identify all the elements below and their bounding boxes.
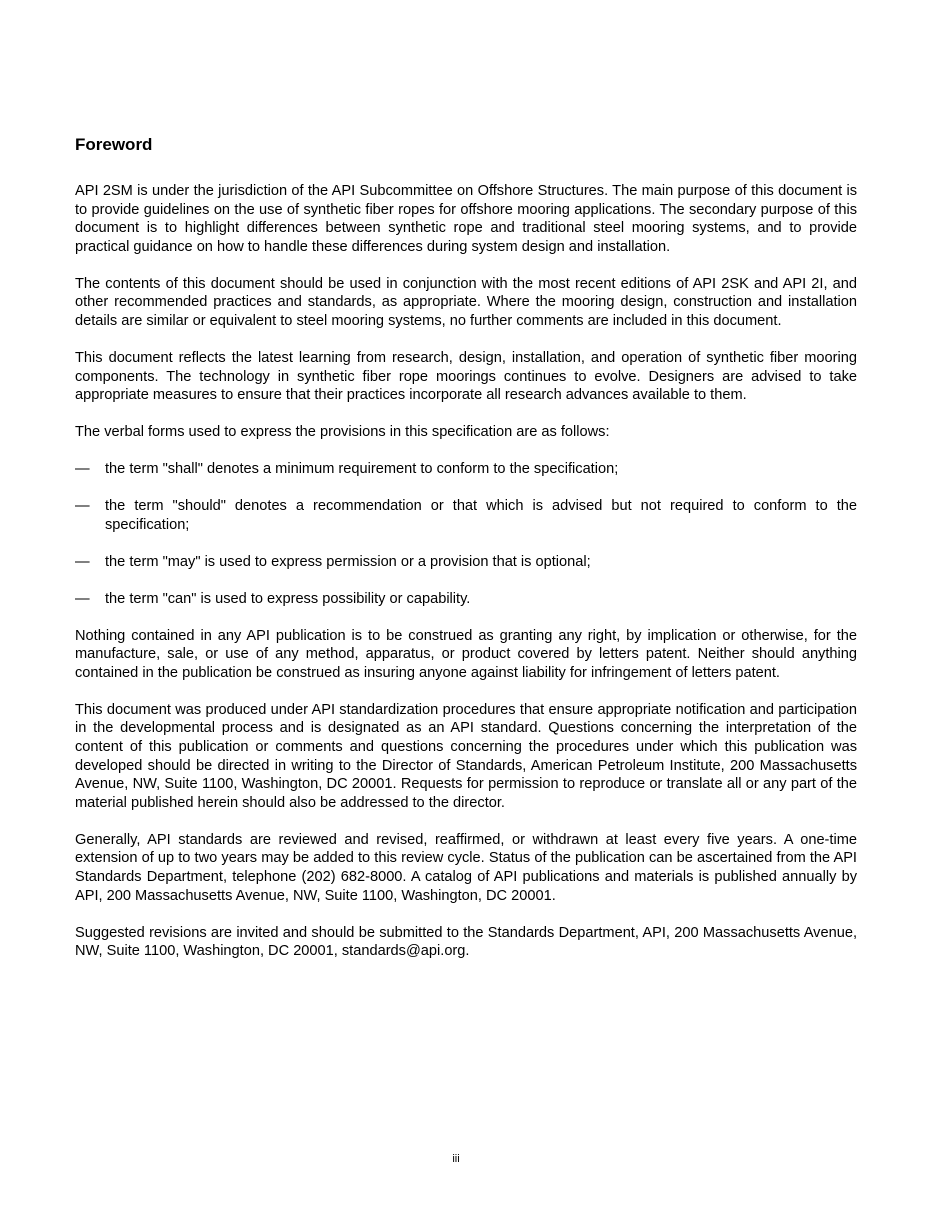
paragraph-review-cycle: Generally, API standards are reviewed and revised, reaffirmed, or withdrawn at least every five years. A one-time extension of up to two years may be added to this review cycle. Status of the publication can be ascertained from the API Standards Department, telephone (202) 682-8000. A catalog of API publications and materials is published annually by API, 200 Massachusetts Avenue, NW, Suite 1100, Washington, DC 20001.	[75, 831, 857, 904]
page-number: iii	[452, 1153, 460, 1165]
paragraph-suggested-revisions: Suggested revisions are invited and should be submitted to the Standards Department, API, 200 Massachusetts Avenue, NW, Suite 1100, Washington, DC 20001, standards@api.org.	[75, 924, 857, 960]
paragraph-patent: Nothing contained in any API publication is to be construed as granting any right, by implication or otherwise, for the manufacture, sale, or use of any method, apparatus, or product covered by letters patent. Neither should anything contained in the publication be construed as insuring anyone against liability for infringement of letters patent.	[75, 627, 857, 681]
dash-bullet: —	[75, 461, 90, 478]
list-item-text: the term "should" denotes a recommendation or that which is advised but not required to conform to the specification;	[105, 498, 857, 533]
list-item-text: the term "shall" denotes a minimum requirement to conform to the specification;	[105, 461, 619, 478]
dash-bullet: —	[75, 498, 90, 515]
paragraph-verbal-forms: The verbal forms used to express the provisions in this specification are as follows:	[75, 424, 610, 441]
list-item	[75, 590, 857, 609]
verbal-forms-list	[75, 460, 857, 608]
list-item	[75, 497, 857, 534]
dash-bullet: —	[75, 590, 90, 607]
list-item	[75, 460, 857, 479]
list-item	[75, 553, 857, 572]
list-item-text: the term "can" is used to express possibility or capability.	[105, 590, 471, 607]
paragraph-standardization: This document was produced under API standardization procedures that ensure appropriate notification and participation in the developmental process and is designated as an API standard. Questions concerning the interpretation of the content of this publication or comments and questions concerning the procedures under which this publication was developed should be directed in writing to the Director of Standards, American Petroleum Institute, 200 Massachusetts Avenue, NW, Suite 1100, Washington, DC 20001. Requests for permission to reproduce or translate all or any part of the material published herein should also be addressed to the director.	[75, 701, 857, 811]
paragraph-contents: The contents of this document should be used in conjunction with the most recent editions of API 2SK and API 2I, and other recommended practices and standards, as appropriate. Where the mooring design, construction and installation details are similar or equivalent to steel mooring systems, no further comments are included in this document.	[75, 275, 857, 329]
list-item-text: the term "may" is used to express permission or a provision that is optional;	[105, 553, 591, 570]
paragraph-purpose: API 2SM is under the jurisdiction of the API Subcommittee on Offshore Structures. The main purpose of this document is to provide guidelines on the use of synthetic fiber ropes for offshore mooring applications. The secondary purpose of this document is to highlight differences between synthetic rope and traditional steel mooring systems, and to provide practical guidance on how to handle these differences during system design and installation.	[75, 183, 857, 255]
paragraph-learning: This document reflects the latest learning from research, design, installation, and operation of synthetic fiber mooring components. The technology in synthetic fiber rope moorings continues to evolve. Designers are advised to take appropriate measures to ensure that their practices incorporate all research advances available to them.	[75, 349, 857, 404]
dash-bullet: —	[75, 553, 90, 570]
document-page	[75, 134, 857, 979]
page-title: Foreword	[75, 135, 153, 154]
